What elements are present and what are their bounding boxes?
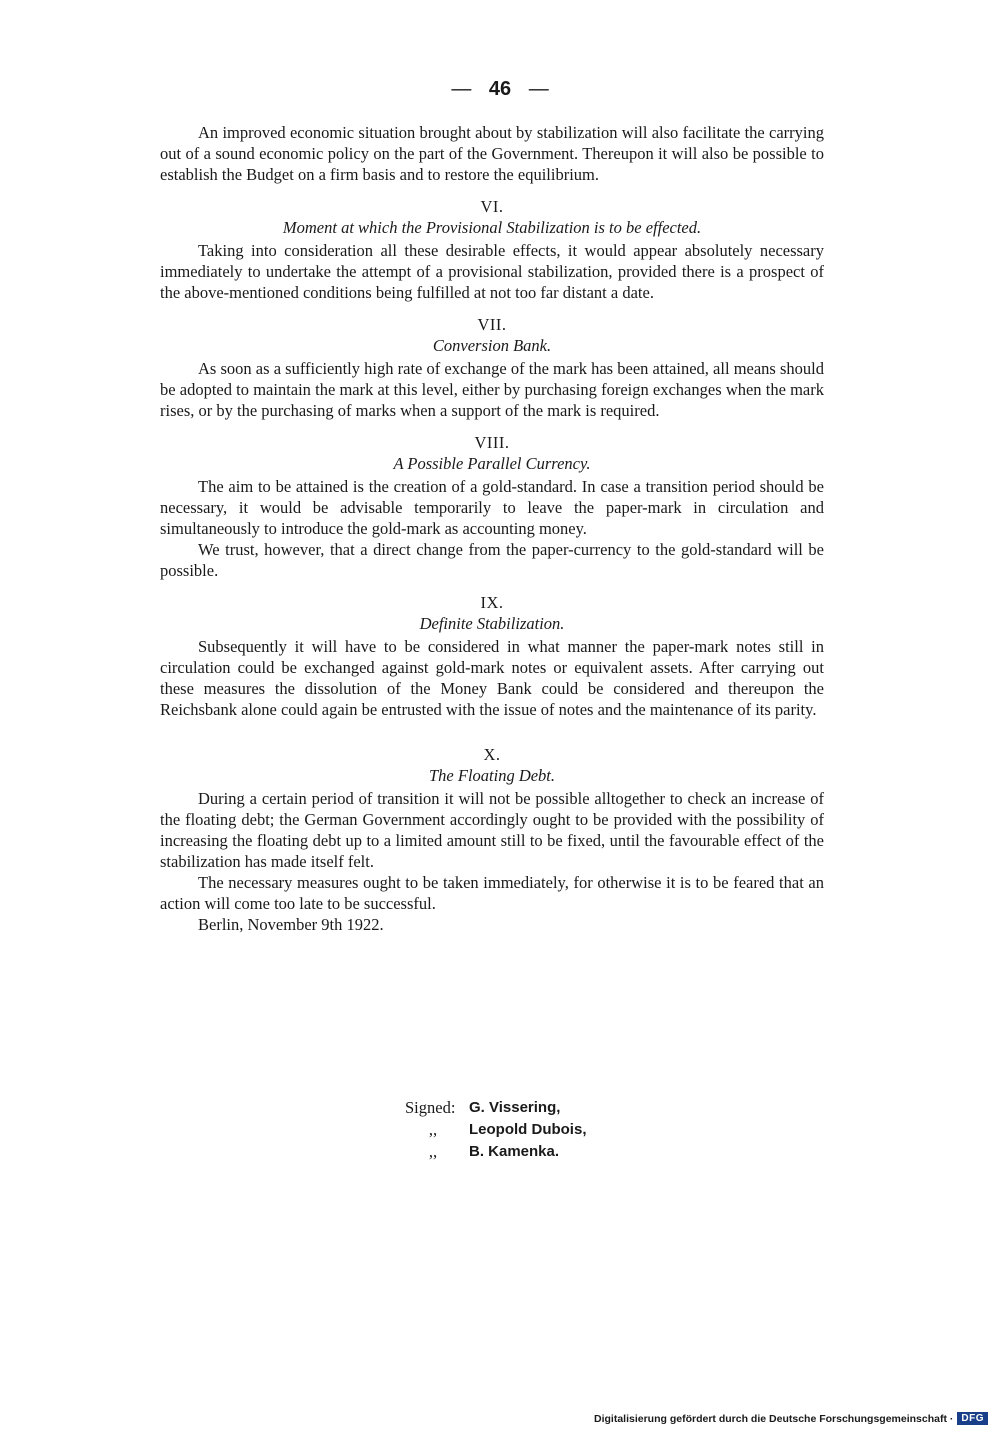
footer-credit-text: Digitalisierung gefördert durch die Deutsche Forschungsgemeinschaft · xyxy=(594,1412,954,1425)
section-ix-title: Definite Stabilization. xyxy=(419,614,565,633)
closing-paragraph: The necessary measures ought to be taken immediately, for otherwise it is to be feared that an action will come too late to be successful. xyxy=(160,873,824,913)
signed-label: Signed: xyxy=(405,1098,456,1117)
signatory-name: B. Kamenka. xyxy=(469,1143,560,1160)
page-number-dash-left: — xyxy=(451,78,472,100)
ditto-mark: ,, xyxy=(428,1120,438,1139)
date-line: Berlin, November 9th 1922. xyxy=(198,915,384,934)
section-x-number: X. xyxy=(483,745,501,764)
ditto-mark: ,, xyxy=(428,1142,438,1161)
signature-row xyxy=(405,1141,587,1163)
section-viii-title: A Possible Parallel Currency. xyxy=(393,454,591,473)
signature-row xyxy=(405,1119,587,1141)
section-viii-paragraph-2: We trust, however, that a direct change from the paper-currency to the gold-standard will be possible. xyxy=(160,540,824,580)
section-vi-number: VI. xyxy=(480,197,504,216)
page-number xyxy=(0,78,1000,101)
section-vii-title: Conversion Bank. xyxy=(432,336,552,355)
section-vii-number: VII. xyxy=(477,315,507,334)
dfg-logo-icon: DFG xyxy=(957,1412,988,1425)
section-x-title: The Floating Debt. xyxy=(428,766,556,785)
intro-paragraph: An improved economic situation brought about by stabilization will also facilitate the carrying out of a sound economic policy on the part of the Government. Thereupon it will also be possible to establish the Budget on a firm basis and to restore the equilibrium. xyxy=(160,123,824,184)
section-x-paragraph: During a certain period of transition it will not be possible alltogether to check an increase of the floating debt; the German Government accordingly ought to be provided with the possibility of increasing the floating debt up to a limited amount still to be fixed, until the favourable effect of the stabilization has made itself felt. xyxy=(160,789,824,871)
signature-row xyxy=(405,1097,587,1119)
section-vi-title: Moment at which the Provisional Stabilization is to be effected. xyxy=(282,218,702,237)
section-ix-paragraph: Subsequently it will have to be considered in what manner the paper-mark notes still in circulation could be exchanged against gold-mark notes or equivalent assets. After carrying out these measures the dissolution of the Money Bank could be considered and thereupon the Reichsbank alone could again be entrusted with the issue of notes and the maintenance of its parity. xyxy=(160,637,824,719)
section-ix-number: IX. xyxy=(480,593,504,612)
page-number-dash-right: — xyxy=(528,78,549,100)
document-body xyxy=(160,122,824,935)
section-vi-paragraph: Taking into consideration all these desirable effects, it would appear absolutely necessary immediately to undertake the attempt of a provisional stabilization, provided there is a prospect of the above-mentioned conditions being fulfilled at not too far distant a date. xyxy=(160,241,824,302)
digitization-footer xyxy=(594,1412,988,1425)
signatory-name: Leopold Dubois, xyxy=(469,1121,587,1138)
signatory-name: G. Vissering, xyxy=(469,1099,561,1116)
page-number-value: 46 xyxy=(488,78,512,100)
section-vii-paragraph: As soon as a sufficiently high rate of exchange of the mark has been attained, all means should be adopted to maintain the mark at this level, either by purchasing foreign exchanges when the mark rises, or by the purchasing of marks when a support of the mark is required. xyxy=(160,359,824,420)
signature-block xyxy=(405,1097,587,1163)
section-viii-paragraph-1: The aim to be attained is the creation of a gold-standard. In case a transition period should be necessary, it would be advisable temporarily to leave the paper-mark in circulation and simultaneously to introduce the gold-mark as accounting money. xyxy=(160,477,824,538)
section-viii-number: VIII. xyxy=(474,433,510,452)
